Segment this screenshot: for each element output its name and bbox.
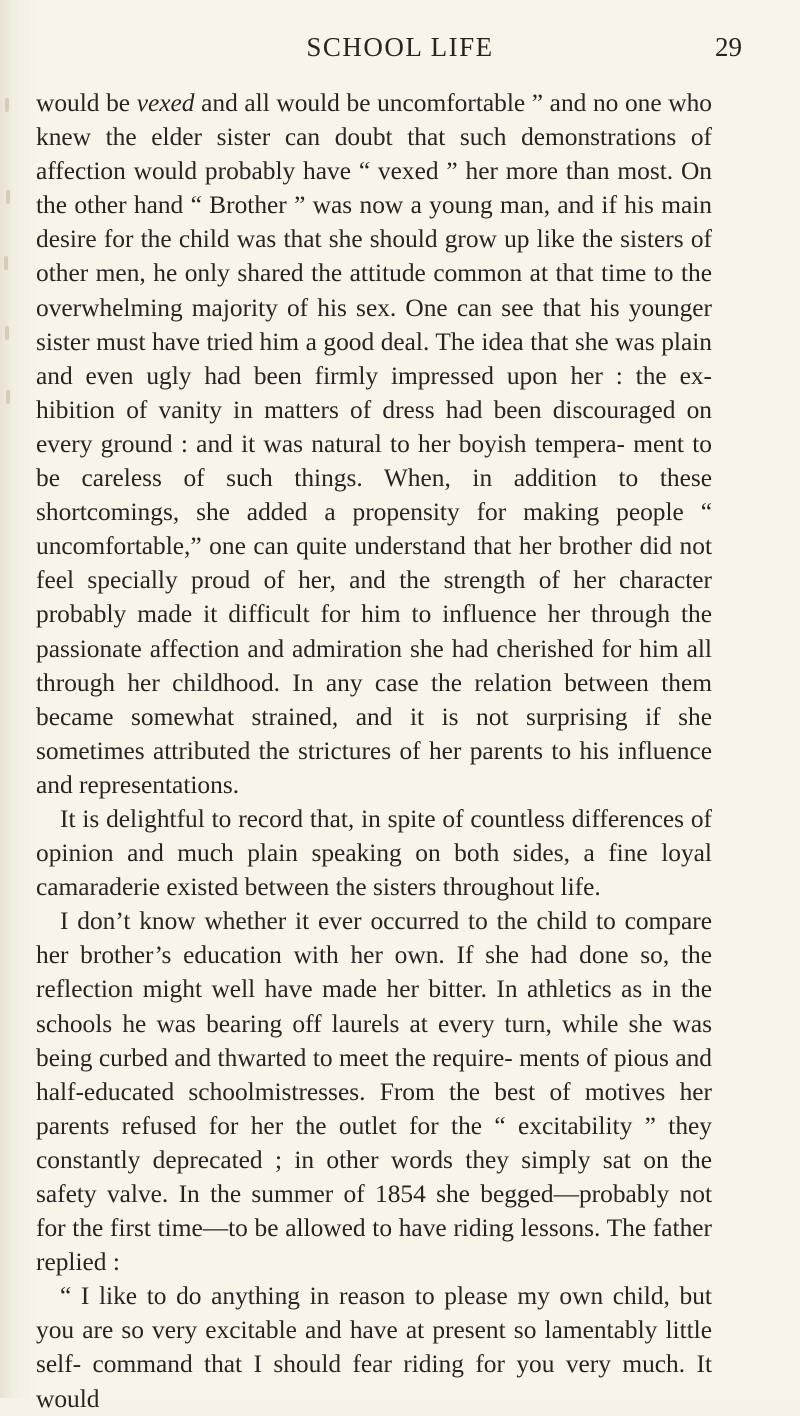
page-header (0, 30, 800, 70)
paragraph-2: It is delightful to record that, in spite of countless differences of opinion and much plain speaking on both sides, a fine loyal camaraderie existed between the sisters throughout life. (36, 804, 712, 902)
binding-gutter (0, 90, 18, 810)
letter-quote: “ I like to do anything in reason to please my own child, but you are so very excitable and have at present so lamentably little self- command that I should fear riding for you very much. It would (36, 1282, 712, 1413)
page-number: 29 (715, 32, 742, 62)
paragraph-1 (36, 86, 712, 802)
paragraph-1-italic: vexed (136, 89, 195, 117)
gutter-mark (5, 326, 9, 340)
gutter-mark (6, 190, 10, 204)
gutter-mark (6, 390, 10, 404)
running-head: SCHOOL LIFE (306, 32, 494, 62)
paragraph-1-rest: and all would be uncomfortable ” and no one who knew the elder sister can doubt that such demonstrations of affection would probably have “ vexed ” her more than most. On the other hand “ Brother ” was now a young man, and if his main desire for the child was that she should grow up like the sisters of other men, he only shared the attitude common at that time to the overwhelming majority of his sex. One can see that his younger sister must have tried him a good deal. The idea that she was plain and even ugly had been firmly impressed upon her : the ex- hibition of vanity in matters of dress had been discouraged on every ground : and it was natural to her boyish tempera- ment to be careless of such things. When, in addition to these shortcomings, she added a propensity for making people “ uncomfortable,” one can quite understand that her brother did not feel specially proud of her, and the strength of her character probably made it difficult for him to influence her through the passionate affection and admiration she had cherished for him all through her childhood. In any case the relation between them became somewhat strained, and it is not surprising if she sometimes attributed the strictures of her parents to his influence and representations. (36, 89, 713, 799)
paragraph-1-start: would be (36, 89, 137, 117)
paragraph-3: I don’t know whether it ever occurred to the child to compare her brother’s education with her own. If she had done so, the reflection might well have made her bitter. In athletics as in the schools he was bearing off laurels at every turn, while she was being curbed and thwarted to meet the require- ments of pious and half-educated schoolmistresses. From the best of motives her parents refused for her the outlet for the “ excitability ” they constantly deprecated ; in other words they simply sat on the safety valve. In the summer of 1854 she begged—probably not for the first time—to be allowed to have riding lessons. The father replied : (36, 907, 712, 1277)
gutter-mark (4, 256, 8, 270)
gutter-mark (5, 98, 9, 112)
body-text (36, 86, 712, 1416)
